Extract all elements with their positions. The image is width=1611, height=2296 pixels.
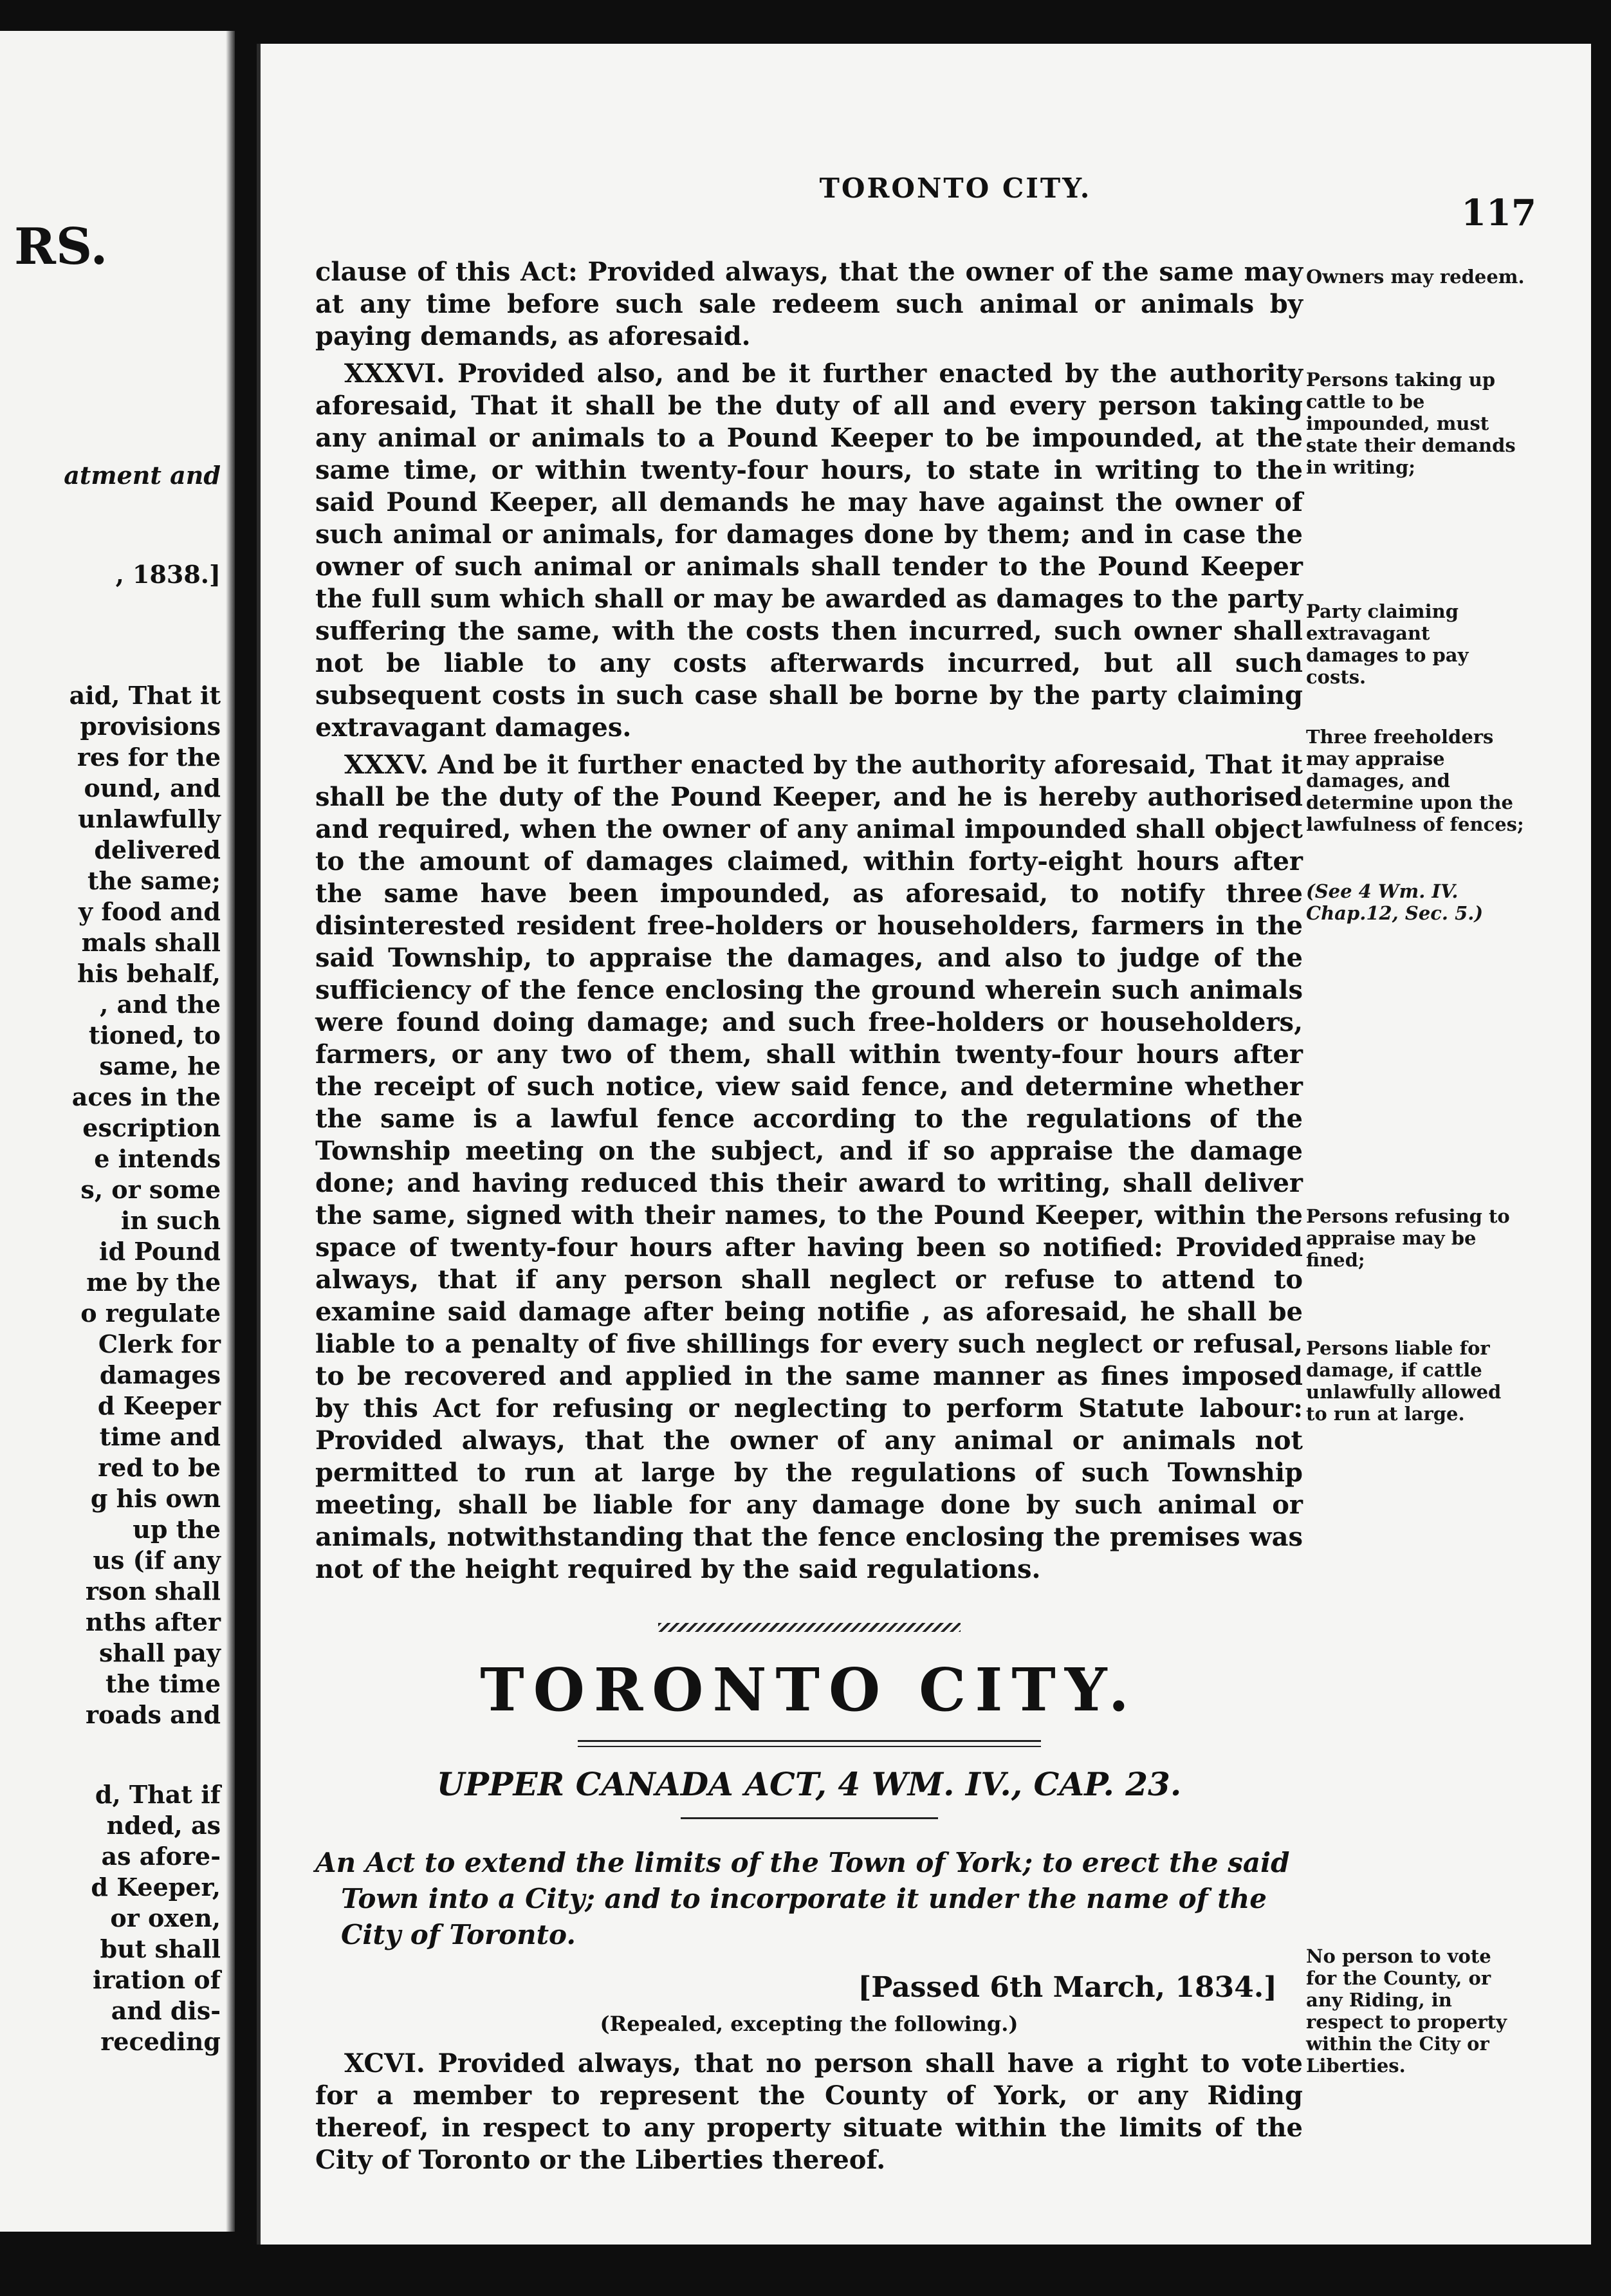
left-page-line: shall pay: [98, 1638, 221, 1667]
left-page-line: rson shall: [85, 1577, 221, 1606]
repealed-note: (Repealed, excepting the following.): [600, 2012, 1018, 2036]
left-page-line: res for the: [77, 743, 221, 772]
margin-note-see-reference: (See 4 Wm. IV. Chap.12, Sec. 5.): [1306, 880, 1484, 924]
margin-note-persons-refusing: Persons refusing to appraise may be fined;: [1306, 1205, 1510, 1271]
left-page-line: same, he: [99, 1051, 221, 1080]
margin-note-owners-redeem: Owners may redeem.: [1306, 266, 1525, 288]
left-page-line: Clerk for: [98, 1329, 221, 1358]
left-page-line: mals shall: [81, 928, 221, 957]
left-page-line: us (if any: [93, 1546, 221, 1575]
ornamental-rule: [658, 1623, 961, 1632]
left-page-line: me by the: [86, 1268, 221, 1297]
left-page-line: iration of: [93, 1965, 221, 1994]
page-number: 117: [1461, 192, 1536, 234]
main-page: [261, 44, 1591, 2245]
left-page-line: provisions: [80, 712, 221, 741]
left-page-line: id Pound: [99, 1237, 221, 1266]
left-page-line: aces in the: [71, 1082, 221, 1111]
left-page-line: up the: [133, 1515, 221, 1544]
main-text-column: [315, 256, 1303, 2176]
left-page-line: ound, and: [84, 773, 221, 802]
left-page-line: tioned, to: [88, 1021, 221, 1050]
left-page-line: but shall: [100, 1934, 221, 1963]
left-page-line: o regulate: [80, 1299, 221, 1328]
paragraph-continuation: clause of this Act: Provided always, that the owner of the same may at any time before such sale redeem such animal or animals by paying demands, as aforesaid.: [315, 257, 1303, 351]
left-page-line: red to be: [98, 1453, 221, 1482]
left-page-line: d Keeper,: [91, 1873, 221, 1902]
left-page-line: s, or some: [80, 1175, 221, 1204]
margin-note-three-freeholders: Three freeholders may appraise damages, and determine upon the lawfulness of fences;: [1306, 726, 1524, 835]
left-page-line: , and the: [100, 990, 221, 1019]
margin-note-party-claiming: Party claiming extravagant damages to pay costs.: [1306, 600, 1469, 688]
left-page-line: RS.: [14, 218, 108, 276]
margin-note-no-person-vote: No person to vote for the County, or any Riding, in respect to property within the City or Liberties.: [1306, 1945, 1507, 2077]
page-gutter: [226, 31, 235, 2232]
act-subtitle: UPPER CANADA ACT, 4 WM. IV., CAP. 23.: [436, 1765, 1182, 1803]
left-page-line: atment and: [64, 461, 221, 490]
left-page-line: g his own: [90, 1484, 221, 1513]
left-page-line: as afore-: [101, 1842, 221, 1871]
section-xxxv: XXXV. And be it further enacted by the authority aforesaid, That it shall be the duty of the Pound Keeper, and he is hereby authorised and required, when the owner of any animal impounded shall object to the amount of damages claimed, within forty-eight hours after the same have been impounded, as aforesaid, to notify three disinterested resident free-holders or householders, farmers in the said Township, to appraise the damages, and also to judge of the sufficiency of the fence enclosing the ground wherein such animals were found doing damage; and such free-holders or householders, farmers, or any two of them, shall within twenty-four hours after the receipt of such notice, view said fence, and determine whether the same is a lawful fence according to the regulations of the Township meeting on the subject, and if so appraise the damage done; and having reduced this their award to writing, shall deliver the same, signed with their names, to the Pound Keeper, within the space of twenty-four hours after having been so notified: Provided always, that if any person shall neglect or refuse to attend to examine said damage after being notifie , as aforesaid, he shall be liable to a penalty of five shillings for every such neglect or refusal, to be recovered and applied in the same manner as fines imposed by this Act for refusing or neglecting to perform Statute labour: Provided always, that the owner of any animal or animals not permitted to run at large by the regulations of such Township meeting, shall be liable for any damage done by such animal or animals, notwithstanding that the fence enclosing the premises was not of the height required by the said regulations.: [315, 750, 1303, 1584]
margin-note-persons-liable: Persons liable for damage, if cattle unlawfully allowed to run at large.: [1306, 1337, 1502, 1425]
left-page-line: y food and: [78, 897, 221, 926]
left-page-line: , 1838.]: [115, 560, 221, 589]
left-page-line: and dis-: [111, 1996, 221, 2025]
left-page-line: aid, That it: [69, 681, 221, 710]
act-title: TORONTO CITY.: [480, 1655, 1138, 1725]
left-page-line: in such: [120, 1206, 221, 1235]
act-description: An Act to extend the limits of the Town of York; to erect the said Town into a City; and to incorporate it under the name of the City of Toronto.: [315, 1847, 1290, 1950]
passed-date: [Passed 6th March, 1834.]: [858, 1971, 1277, 2004]
left-page-line: the same;: [87, 866, 221, 895]
running-head: TORONTO CITY.: [819, 172, 1092, 204]
left-page-line: roads and: [85, 1700, 221, 1729]
left-page-line: unlawfully: [78, 804, 221, 833]
left-page-line: delivered: [94, 835, 221, 864]
subtitle-rule: [681, 1817, 938, 1819]
left-page-line: e intends: [94, 1144, 221, 1173]
left-page-line: escription: [82, 1113, 221, 1142]
left-page-line: the time: [106, 1669, 221, 1698]
left-facing-page: [0, 31, 235, 2232]
left-page-line: or oxen,: [110, 1903, 221, 1932]
section-xcvi: XCVI. Provided always, that no person shall have a right to vote for a member to represent the County of York, or any Riding thereof, in respect to any property situate within the limits of the City of Toronto or the Liberties thereof.: [315, 2048, 1303, 2175]
title-rule: [578, 1740, 1041, 1747]
left-page-line: his behalf,: [77, 959, 221, 988]
left-page-line: time and: [99, 1422, 221, 1451]
left-page-line: d Keeper: [97, 1391, 221, 1420]
left-page-line: damages: [99, 1360, 221, 1389]
left-page-line: d, That if: [95, 1780, 221, 1809]
left-page-line: nths after: [85, 1607, 221, 1636]
left-page-line: nded, as: [106, 1811, 221, 1840]
margin-note-persons-taking: Persons taking up cattle to be impounded, must state their demands in writing;: [1306, 369, 1516, 478]
section-xxxvi: XXXVI. Provided also, and be it further enacted by the authority aforesaid, That it shall be the duty of all and every person taking any animal or animals to a Pound Keeper to be impounded, at the same time, or within twenty-four hours, to state in writing to the said Pound Keeper, all demands he may have against the owner of such animal or animals, for damages done by them; and in case the owner of such animal or animals shall tender to the Pound Keeper the full sum which shall or may be awarded as damages to the party suffering the same, with the costs then incurred, such owner shall not be liable to any costs afterwards incurred, but all such subsequent costs in such case shall be borne by the party claiming extravagant damages.: [315, 358, 1303, 743]
left-page-line: receding: [100, 2027, 221, 2056]
